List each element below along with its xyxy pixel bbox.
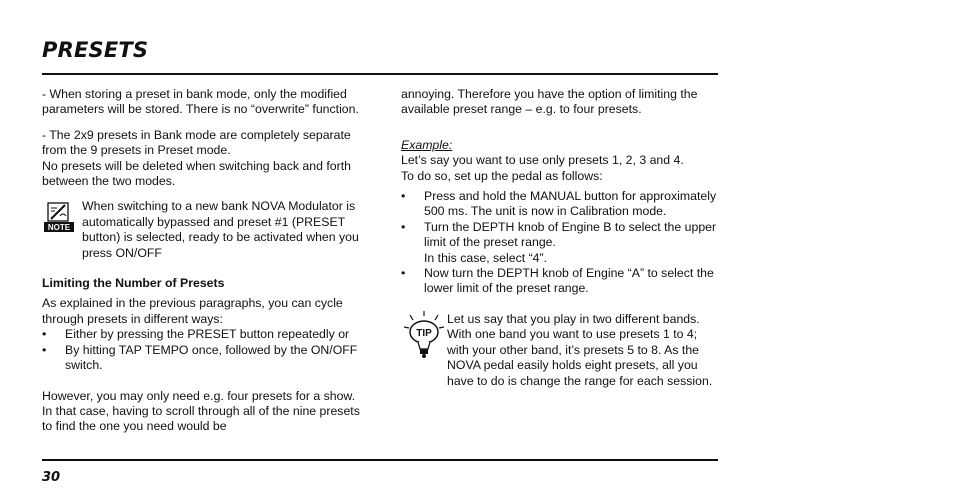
example-label: Example: [401, 137, 453, 152]
list-item-text: Press and hold the MANUAL button for approximately 500 ms. The unit is now in Calibration mode. [424, 189, 717, 219]
right-paragraph-2b: To do so, set up the pedal as follows: [401, 168, 603, 183]
note-icon-label: NOTE [47, 223, 71, 233]
header-rule [42, 73, 718, 75]
tip-icon-label: TIP [416, 327, 432, 339]
section-subheading: Limiting the Number of Presets [42, 276, 225, 291]
list-item [401, 220, 721, 266]
right-paragraph-1: annoying. Therefore you have the option of limiting the available preset range – e.g. to four presets. [401, 87, 698, 117]
list-item [401, 189, 721, 220]
left-column [42, 87, 362, 435]
list-item: • By hitting TAP TEMPO once, followed by the ON/OFF switch. [42, 343, 362, 374]
footer-rule [42, 459, 718, 461]
list-item [401, 266, 721, 297]
note-icon [44, 202, 74, 232]
left-paragraph-4: However, you may only need e.g. four presets for a show. In that case, having to scroll through all of the nine presets to find the one you need would be [42, 388, 360, 434]
right-column [401, 87, 721, 389]
list-item-extra: In this case, select “4”. [424, 250, 548, 265]
right-paragraph-2a: Let’s say you want to use only presets 1, 2, 3 and 4. [401, 153, 684, 168]
right-bullet-list [401, 189, 721, 297]
left-paragraph-3: As explained in the previous paragraphs, you can cycle through presets in different ways: [42, 296, 343, 326]
page-title: PRESETS [42, 38, 149, 62]
left-paragraph-1: - When storing a preset in bank mode, only the modified parameters will be stored. There is no “overwrite” function. [42, 87, 359, 117]
note-callout [42, 199, 362, 261]
list-item-text: Turn the DEPTH knob of Engine B to select the upper limit of the preset range. [424, 219, 717, 250]
left-paragraph-2a: - The 2x9 presets in Bank mode are completely separate from the 9 presets in Preset mode. [42, 127, 351, 158]
left-paragraph-2b: No presets will be deleted when switching back and forth between the two modes. [42, 158, 351, 189]
lightbulb-tip-icon [404, 311, 444, 359]
page-number: 30 [42, 470, 61, 485]
tip-text: Let us say that you play in two different bands. With one band you want to use presets 1 to 4; with your other band, it’s presets 5 to 8. As the NOVA pedal easily holds eight presets, all you have to do is change the range for each session. [447, 311, 713, 388]
list-item-text: Now turn the DEPTH knob of Engine “A” to select the lower limit of the preset range. [424, 266, 714, 296]
list-item: • Either by pressing the PRESET button repeatedly or [42, 327, 362, 342]
note-text: When switching to a new bank NOVA Modulator is automatically bypassed and preset #1 (PRESET button) is selected, ready to be activated when you press ON/OFF [82, 199, 359, 260]
left-bullet-list [42, 327, 362, 373]
tip-callout [401, 312, 721, 389]
